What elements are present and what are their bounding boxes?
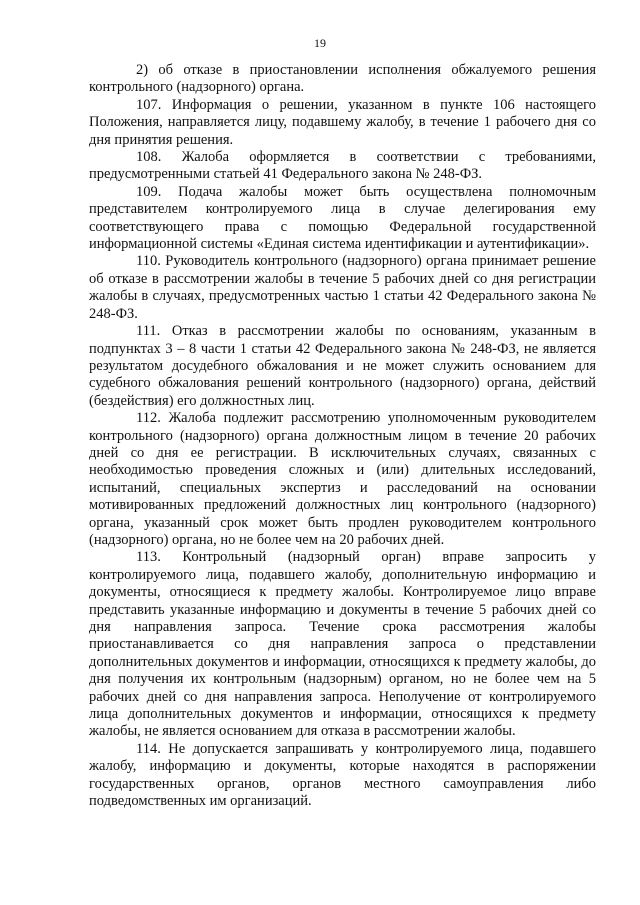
paragraph-112: 112. Жалоба подлежит рассмотрению уполномоченным руководителем контрольного (надзорного) органа должностным лицом в течение 20 рабочих дней со дня ее регистрации. В исключительных случаях, связанных с необходимостью проведения сложных и (или) длительных исследований, испытаний, специальных экспертиз и расследований на основании мотивированных предложений должностных лиц контрольного (надзорного) органа, указанный срок может быть продлен руководителем контрольного (надзорного) органа, но не более чем на 20 рабочих дней. xyxy=(89,410,596,548)
paragraph-110: 110. Руководитель контрольного (надзорного) органа принимает решение об отказе в рассмотрении жалобы в течение 5 рабочих дней со дня регистрации жалобы в случаях, предусмотренных частью 1 статьи 42 Федерального закона № 248-ФЗ. xyxy=(89,253,596,322)
paragraph-108: 108. Жалоба оформляется в соответствии с требованиями, предусмотренными статьей 41 Федерального закона № 248-ФЗ. xyxy=(89,149,596,183)
paragraph-113: 113. Контрольный (надзорный орган) вправе запросить у контролируемого лица, подавшего жалобу, дополнительную информацию и документы, относящиеся к предмету жалобы. Контролируемое лицо вправе представить указанные информацию и документы в течение 5 рабочих дней со дня направления запроса. Течение срока рассмотрения жалобы приостанавливается со дня направления запроса о представлении дополнительных документов и информации, относящихся к предмету жалобы, до дня получения их контрольным (надзорным) органом, но не более чем на 5 рабочих дней со дня направления запроса. Неполучение от контролируемого лица дополнительных документов и информации, относящихся к предмету жалобы, не является основанием для отказа в рассмотрении жалобы. xyxy=(89,549,596,740)
paragraph-111: 111. Отказ в рассмотрении жалобы по основаниям, указанным в подпунктах 3 – 8 части 1 статьи 42 Федерального закона № 248-ФЗ, не является результатом досудебного обжалования и не может служить основанием для судебного обжалования решений контрольного (надзорного) органа, действий (бездействия) его должностных лиц. xyxy=(89,323,596,409)
page-number: 19 xyxy=(314,36,326,50)
paragraph-item-2: 2) об отказе в приостановлении исполнения обжалуемого решения контрольного (надзорного) органа. xyxy=(89,62,596,96)
paragraph-107: 107. Информация о решении, указанном в пункте 106 настоящего Положения, направляется лицу, подавшему жалобу, в течение 1 рабочего дня со дня принятия решения. xyxy=(89,96,596,148)
paragraph-109: 109. Подача жалобы может быть осуществлена полномочным представителем контролируемого лица в случае делегирования ему соответствующего права с помощью Федеральной государственной информационной системы «Единая система идентификации и аутентификации». xyxy=(89,183,596,253)
document-body xyxy=(89,62,596,810)
paragraph-114: 114. Не допускается запрашивать у контролируемого лица, подавшего жалобу, информацию и документы, которые находятся в распоряжении государственных органов, органов местного самоуправления либо подведомственных им организаций. xyxy=(89,740,596,810)
